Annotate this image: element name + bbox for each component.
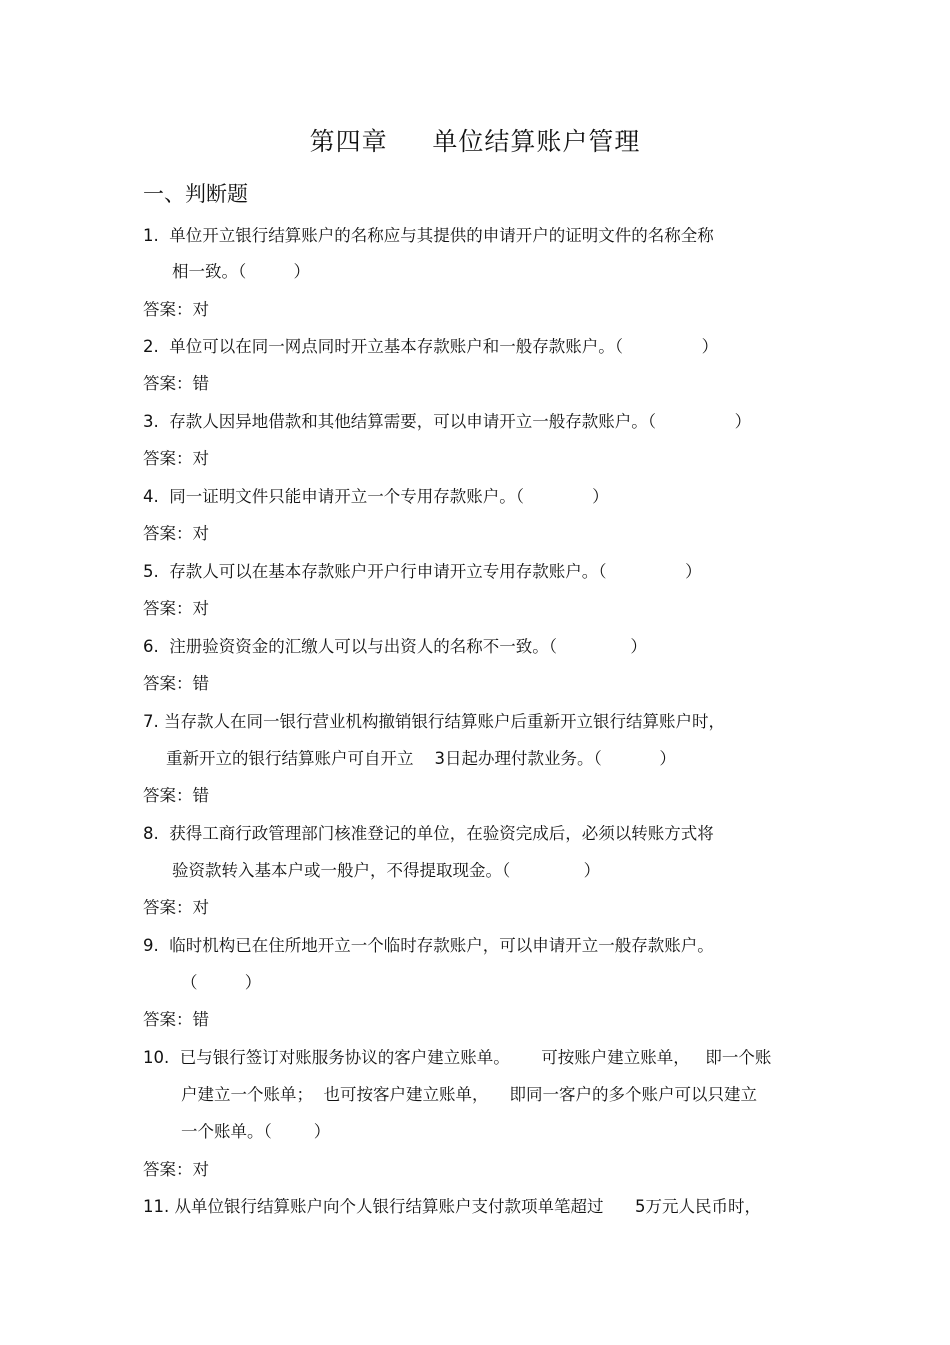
question-3-line-1: 3. 存款人因异地借款和其他结算需要，可以申请开立一般存款账户。（ ） — [143, 412, 752, 431]
answer-3: 答案：对 — [143, 449, 209, 468]
question-8-line-2: 验资款转入基本户或一般户，不得提取现金。（ ） — [172, 861, 601, 880]
question-10-line-2: 户建立一个账单； 也可按客户建立账单， 即同一客户的多个账户可以只建立 — [181, 1085, 757, 1104]
answer-4: 答案：对 — [143, 524, 209, 543]
answer-2: 答案：错 — [143, 374, 209, 393]
answer-1: 答案：对 — [143, 300, 209, 319]
question-1-line-1: 1. 单位开立银行结算账户的名称应与其提供的申请开户的证明文件的名称全称 — [143, 226, 714, 245]
answer-9: 答案：错 — [143, 1010, 209, 1029]
section-heading: 一、判断题 — [143, 182, 248, 206]
question-10-line-3: 一个账单。（ ） — [181, 1122, 331, 1141]
question-4-line-1: 4. 同一证明文件只能申请开立一个专用存款账户。（ ） — [143, 487, 609, 506]
chapter-title: 第四章 单位结算账户管理 — [309, 127, 641, 156]
question-5-line-1: 5. 存款人可以在基本存款账户开户行申请开立专用存款账户。（ ） — [143, 562, 702, 581]
question-9-line-2: （ ） — [181, 973, 262, 992]
question-10-line-1: 10. 已与银行签订对账服务协议的客户建立账单。 可按账户建立账单， 即一个账 — [143, 1048, 772, 1067]
question-1-line-2: 相一致。（ ） — [172, 262, 310, 281]
answer-10: 答案：对 — [143, 1160, 209, 1179]
question-9-line-1: 9. 临时机构已在住所地开立一个临时存款账户，可以申请开立一般存款账户。 — [143, 936, 714, 955]
answer-6: 答案：错 — [143, 674, 209, 693]
question-2-line-1: 2. 单位可以在同一网点同时开立基本存款账户和一般存款账户。（ ） — [143, 337, 719, 356]
question-8-line-1: 8. 获得工商行政管理部门核准登记的单位，在验资完成后，必须以转账方式将 — [143, 824, 714, 843]
question-7-line-1: 7. 当存款人在同一银行营业机构撤销银行结算账户后重新开立银行结算账户时， — [143, 712, 725, 731]
question-7-line-2: 重新开立的银行结算账户可自开立 3日起办理付款业务。（ ） — [166, 749, 676, 768]
question-6-line-1: 6. 注册验资资金的汇缴人可以与出资人的名称不一致。（ ） — [143, 637, 647, 656]
answer-5: 答案：对 — [143, 599, 209, 618]
answer-7: 答案：错 — [143, 786, 209, 805]
answer-8: 答案：对 — [143, 898, 209, 917]
question-11-line-1: 11. 从单位银行结算账户向个人银行结算账户支付款项单笔超过 5万元人民币时， — [143, 1197, 761, 1216]
